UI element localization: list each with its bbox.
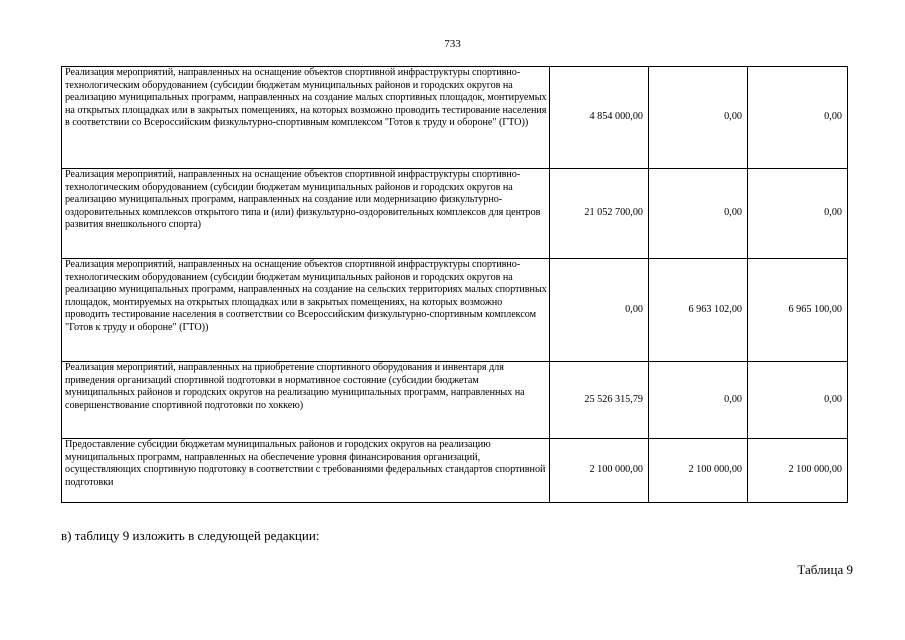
table-row bbox=[62, 439, 848, 503]
table-row bbox=[62, 67, 848, 169]
row-value-1: 21 052 700,00 bbox=[550, 169, 649, 259]
subsidy-table bbox=[61, 66, 848, 503]
table-label: Таблица 9 bbox=[797, 562, 853, 577]
row-value-3: 0,00 bbox=[748, 169, 848, 259]
row-value-1: 2 100 000,00 bbox=[550, 439, 649, 503]
row-value-2: 0,00 bbox=[649, 169, 748, 259]
row-description: Реализация мероприятий, направленных на оснащение объектов спортивной инфраструктуры спортивно-технологическим оборудованием (субсидии бюджетам муниципальных районов и городских округов на реализацию муниципальных программ, направленных на создание малых спортивных площадок, монтируемых на открытых площадках или в закрытых помещениях, на которых возможно проводить тестирование населения в соответствии со Всероссийским физкультурно-спортивным комплексом "Готов к труду и обороне" (ГТО)) bbox=[62, 67, 550, 169]
row-value-1: 0,00 bbox=[550, 259, 649, 362]
row-value-3: 2 100 000,00 bbox=[748, 439, 848, 503]
row-value-1: 4 854 000,00 bbox=[550, 67, 649, 169]
row-value-2: 6 963 102,00 bbox=[649, 259, 748, 362]
row-description: Реализация мероприятий, направленных на приобретение спортивного оборудования и инвентаря для приведения организаций спортивной подготовки в нормативное состояние (субсидии бюджетам муниципальных районов и городских округов на реализацию муниципальных программ, направленных на совершенствование спортивной подготовки по хоккею) bbox=[62, 362, 550, 439]
table-row bbox=[62, 259, 848, 362]
row-description: Реализация мероприятий, направленных на оснащение объектов спортивной инфраструктуры спортивно-технологическим оборудованием (субсидии бюджетам муниципальных районов и городских округов на реализацию муниципальных программ, направленных на создание на сельских территориях малых спортивных площадок, монтируемых на открытых площадках или в закрытых помещениях, на которых возможно проводить тестирование населения в соответствии со Всероссийским физкультурно-спортивным комплексом "Готов к труду и обороне" (ГТО)) bbox=[62, 259, 550, 362]
page-number: 733 bbox=[444, 38, 461, 50]
row-value-3: 0,00 bbox=[748, 67, 848, 169]
table-row bbox=[62, 362, 848, 439]
row-description: Предоставление субсидии бюджетам муниципальных районов и городских округов на реализацию муниципальных программ, направленных на обеспечение уровня финансирования организаций, осуществляющих спортивную подготовку в соответствии с требованиями федеральных стандартов спортивной подготовки bbox=[62, 439, 550, 503]
row-value-3: 6 965 100,00 bbox=[748, 259, 848, 362]
amendment-instruction: в) таблицу 9 изложить в следующей редакции: bbox=[61, 528, 320, 543]
row-description: Реализация мероприятий, направленных на оснащение объектов спортивной инфраструктуры спортивно-технологическим оборудованием (субсидии бюджетам муниципальных районов и городских округов на реализацию муниципальных программ, направленных на создание или модернизацию физкультурно-оздоровительных комплексов открытого типа и (или) физкультурно-оздоровительных комплексов для центров развития внешкольного спорта) bbox=[62, 169, 550, 259]
row-value-2: 0,00 bbox=[649, 67, 748, 169]
table-row bbox=[62, 169, 848, 259]
row-value-2: 0,00 bbox=[649, 362, 748, 439]
row-value-2: 2 100 000,00 bbox=[649, 439, 748, 503]
row-value-3: 0,00 bbox=[748, 362, 848, 439]
row-value-1: 25 526 315,79 bbox=[550, 362, 649, 439]
